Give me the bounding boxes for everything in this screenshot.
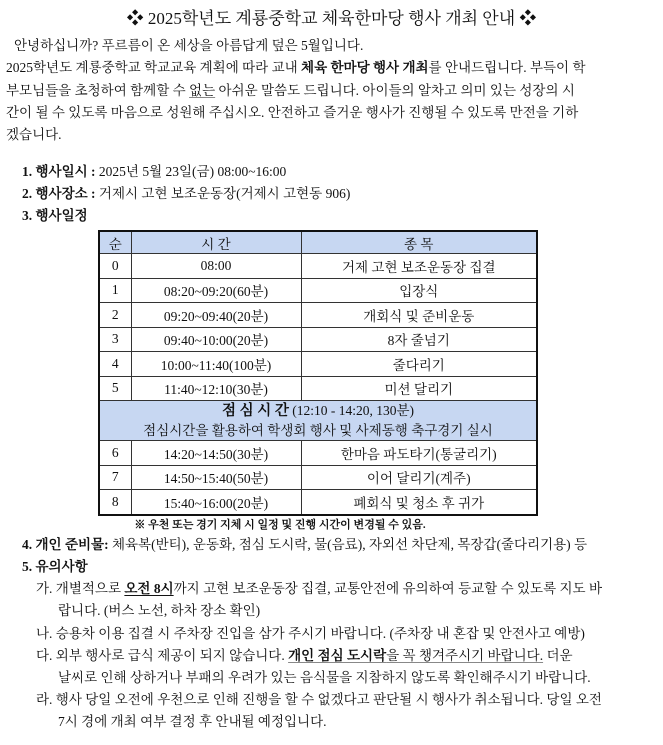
cell-order: 6 — [99, 441, 131, 466]
notice-ga-cont: 랍니다. (버스 노선, 하차 장소 확인) — [58, 603, 261, 618]
lunch-desc-row — [99, 421, 537, 441]
table-row — [99, 441, 537, 466]
text: 더운 — [543, 648, 573, 663]
header-order: 순 — [99, 231, 131, 254]
cell-time: 08:20~09:20(60분) — [131, 278, 301, 303]
table-row — [99, 254, 537, 279]
cell-time: 09:20~09:40(20분) — [131, 303, 301, 328]
notice-da-cont: 날씨로 인해 상하거나 부패의 우려가 있는 음식물을 지참하지 않도록 확인해주시기 바랍니다. — [58, 670, 591, 685]
intro-line-4: 겠습니다. — [6, 127, 62, 142]
table-header — [99, 231, 537, 254]
cell-event: 폐회식 및 청소 후 귀가 — [301, 490, 537, 515]
cell-event: 입장식 — [301, 278, 537, 303]
table-row — [99, 376, 537, 401]
cell-time: 11:40~12:10(30분) — [131, 376, 301, 401]
event-schedule-heading: 3. 행사일정 — [22, 208, 88, 223]
event-place — [22, 183, 350, 205]
cell-time: 14:50~15:40(50분) — [131, 465, 301, 490]
intro-line-3: 간이 될 수 있도록 마음으로 성원해 주십시오. 안전하고 즐거운 행사가 진행될 수 있도록 만전을 기하 — [6, 105, 579, 120]
greeting: 안녕하십니까? 푸르름이 온 세상을 아름답게 덮은 5월입니다. — [14, 38, 364, 53]
cell-order: 4 — [99, 352, 131, 377]
text: 가. 개별적으로 — [36, 581, 125, 596]
text: 아쉬운 말씀도 드립니다. 아이들의 알차고 의미 있는 성장의 시 — [215, 83, 575, 98]
value: 거제시 고현 보조운동장(거제시 고현동 906) — [95, 186, 351, 201]
notice-da — [36, 645, 573, 667]
cell-time: 14:20~14:50(30분) — [131, 441, 301, 466]
header-event: 종 목 — [301, 231, 537, 254]
text: 를 안내드립니다. 부득이 학 — [428, 60, 586, 75]
notices-heading: 5. 유의사항 — [22, 559, 88, 574]
emphasis: 개인 점심 도시락 — [288, 648, 387, 663]
notice-ga — [36, 578, 602, 600]
cell-event: 이어 달리기(계주) — [301, 465, 537, 490]
header-time: 시 간 — [131, 231, 301, 254]
cell-event: 거제 고현 보조운동장 집결 — [301, 254, 537, 279]
schedule-table — [98, 230, 538, 516]
table-row — [99, 352, 537, 377]
cell-order: 8 — [99, 490, 131, 515]
table-row — [99, 490, 537, 515]
value: 체육복(반티), 운동화, 점심 도시락, 물(음료), 자외선 차단제, 목장갑(줄다리기용) 등 — [108, 537, 588, 552]
value: 2025년 5월 23일(금) 08:00~16:00 — [95, 164, 287, 179]
table-row — [99, 465, 537, 490]
cell-event: 한마음 파도타기(통굴리기) — [301, 441, 537, 466]
label: 1. 행사일시 : — [22, 164, 96, 179]
label: 2. 행사장소 : — [22, 186, 96, 201]
cell-order: 7 — [99, 465, 131, 490]
cell-event: 개회식 및 준비운동 — [301, 303, 537, 328]
cell-time: 10:00~11:40(100분) — [131, 352, 301, 377]
underlined-text: 을 꼭 챙겨주시기 바랍니다. — [386, 648, 544, 663]
cell-event: 8자 줄넘기 — [301, 327, 537, 352]
personal-items — [22, 534, 587, 556]
cell-order: 5 — [99, 376, 131, 401]
cell-time: 08:00 — [131, 254, 301, 279]
table-row — [99, 303, 537, 328]
cell-event: 미션 달리기 — [301, 376, 537, 401]
lunch-desc: 점심시간을 활용하여 학생회 행사 및 사제동행 축구경기 실시 — [99, 421, 537, 441]
emphasis: 오전 8시 — [124, 581, 174, 596]
page-title: ❖ 2025학년도 계룡중학교 체육한마당 행사 개최 안내 ❖ — [126, 9, 537, 28]
cell-order: 3 — [99, 327, 131, 352]
notice-ra-cont: 7시 경에 개최 여부 결정 후 안내될 예정입니다. — [58, 714, 327, 729]
lunch-title-cell — [99, 401, 537, 422]
text: 다. 외부 행사로 급식 제공이 되지 않습니다. — [36, 648, 289, 663]
event-date — [22, 161, 286, 183]
cell-order: 2 — [99, 303, 131, 328]
text: 까지 고현 보조운동장 집결, 교통안전에 유의하여 등교할 수 있도록 지도 바 — [173, 581, 602, 596]
cell-time: 09:40~10:00(20분) — [131, 327, 301, 352]
cell-time: 15:40~16:00(20분) — [131, 490, 301, 515]
text: 2025학년도 계룡중학교 학교교육 계획에 따라 교내 — [6, 60, 302, 75]
schedule-note: ※ 우천 또는 경기 지체 시 일정 및 진행 시간이 변경될 수 있음. — [134, 519, 426, 531]
emphasis: 체육 한마당 행사 개최 — [301, 60, 429, 75]
underlined-text: 없는 — [189, 83, 216, 98]
table-row — [99, 327, 537, 352]
table-row — [99, 278, 537, 303]
label: 4. 개인 준비물: — [22, 537, 109, 552]
intro-line-2 — [6, 80, 656, 102]
cell-order: 0 — [99, 254, 131, 279]
notice-ra: 라. 행사 당일 오전에 우천으로 인해 진행을 할 수 없겠다고 판단될 시 행사가 취소됩니다. 당일 오전 — [36, 692, 602, 707]
cell-event: 줄다리기 — [301, 352, 537, 377]
lunch-time: (12:10 - 14:20, 130분) — [288, 403, 415, 418]
lunch-row — [99, 401, 537, 422]
lunch-title: 점 심 시 간 — [221, 403, 289, 419]
cell-order: 1 — [99, 278, 131, 303]
text: 부모님들을 초청하여 함께할 수 — [6, 83, 190, 98]
intro-line-1 — [6, 57, 656, 79]
notice-na: 나. 승용차 이용 집결 시 주차장 진입을 삼가 주시기 바랍니다. (주차장 내 혼잡 및 안전사고 예방) — [36, 626, 585, 641]
